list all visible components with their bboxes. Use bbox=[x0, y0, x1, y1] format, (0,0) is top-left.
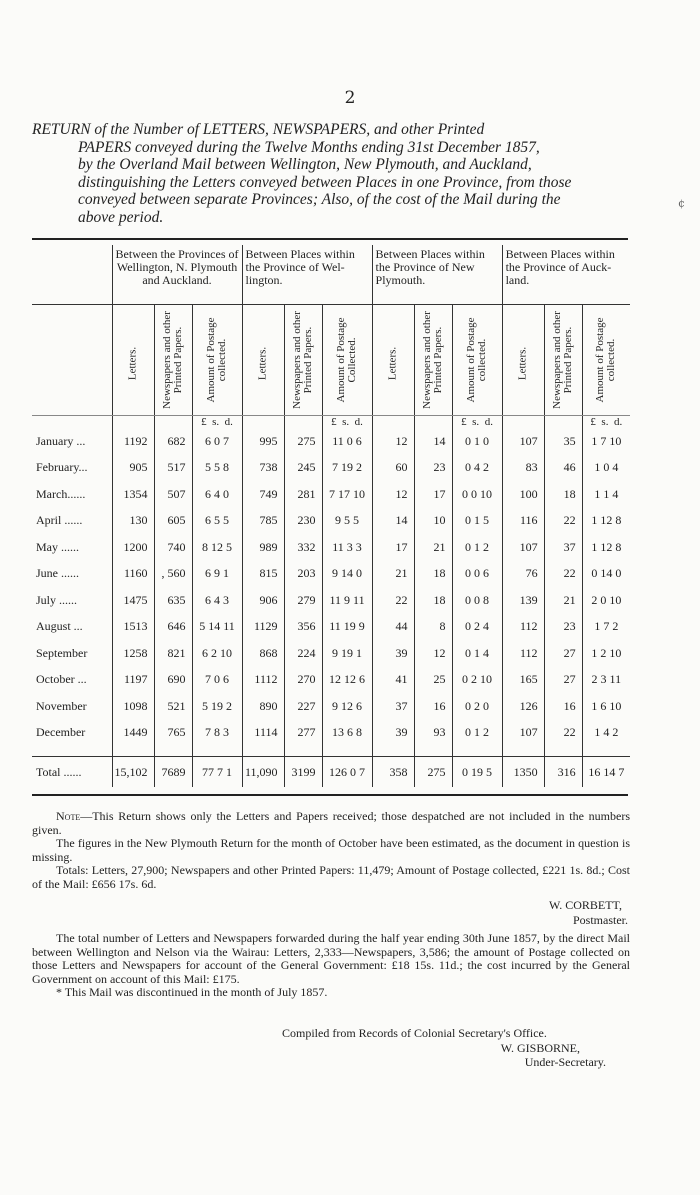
letters-cell: 1197 bbox=[112, 667, 154, 694]
newspapers-cell: 521 bbox=[154, 693, 192, 720]
postage-cell: 7 19 2 bbox=[322, 455, 372, 482]
letters-cell: 1129 bbox=[242, 614, 284, 641]
letters-cell: 815 bbox=[242, 561, 284, 588]
newspapers-cell: 18 bbox=[544, 481, 582, 508]
newspapers-cell: 279 bbox=[284, 587, 322, 614]
month: June ...... bbox=[36, 566, 79, 581]
postage-cell: 11 9 11 bbox=[322, 587, 372, 614]
blank-corner bbox=[32, 245, 112, 305]
letters-cell: 1192 bbox=[112, 428, 154, 455]
table-row bbox=[32, 428, 630, 455]
units-lsd: £ s. d. bbox=[452, 416, 502, 429]
letters-cell: 905 bbox=[112, 455, 154, 482]
note-1: Note—This Return shows only the Letters and Papers received; those despatched are not included in the numbers given. bbox=[32, 809, 630, 837]
letters-cell: 1354 bbox=[112, 481, 154, 508]
postage-cell: 7 17 10 bbox=[322, 481, 372, 508]
newspapers-cell: 224 bbox=[284, 640, 322, 667]
newspapers-cell: 332 bbox=[284, 534, 322, 561]
table-row bbox=[32, 508, 630, 535]
letters-cell: 1200 bbox=[112, 534, 154, 561]
newspapers-cell: 14 bbox=[414, 428, 452, 455]
newspapers-cell: 682 bbox=[154, 428, 192, 455]
postage-cell: 6 4 0 bbox=[192, 481, 242, 508]
postage-cell: 0 1 5 bbox=[452, 508, 502, 535]
newspapers-cell: 740 bbox=[154, 534, 192, 561]
return-table bbox=[32, 245, 630, 787]
wairau-paragraph bbox=[32, 932, 630, 1000]
postage-cell: 6 4 3 bbox=[192, 587, 242, 614]
letters-cell: 868 bbox=[242, 640, 284, 667]
units-lsd: £ s. d. bbox=[582, 416, 630, 429]
table-row bbox=[32, 561, 630, 588]
compiled-from: Compiled from Records of Colonial Secretary's Office. bbox=[282, 1026, 547, 1040]
group-heading-4: Between Places within the Province of Auck- land. bbox=[502, 245, 630, 305]
newspapers-cell: 646 bbox=[154, 614, 192, 641]
month: March...... bbox=[36, 486, 86, 501]
newspapers-cell: 23 bbox=[414, 455, 452, 482]
letters-cell: 989 bbox=[242, 534, 284, 561]
letters-cell: 37 bbox=[372, 693, 414, 720]
newspapers-cell: 605 bbox=[154, 508, 192, 535]
postage-cell: 1 2 10 bbox=[582, 640, 630, 667]
postage-cell: 7 8 3 bbox=[192, 720, 242, 747]
newspapers-cell: 10 bbox=[414, 508, 452, 535]
title-line-1: RETURN of the Number of LETTERS, NEWSPAPERS, and other Printed bbox=[32, 121, 485, 138]
postage-cell: 1 7 2 bbox=[582, 614, 630, 641]
month: July ...... bbox=[36, 592, 78, 607]
newspapers-cell: 245 bbox=[284, 455, 322, 482]
letters-cell: 107 bbox=[502, 720, 544, 747]
postage-cell: 0 2 4 bbox=[452, 614, 502, 641]
letters-cell: 107 bbox=[502, 534, 544, 561]
table-body bbox=[32, 428, 630, 746]
month: April ...... bbox=[36, 513, 83, 528]
table-row bbox=[32, 614, 630, 641]
col-newspapers: Newspapers and other Printed Papers. bbox=[284, 305, 322, 416]
letters-cell: 83 bbox=[502, 455, 544, 482]
month: May ...... bbox=[36, 539, 79, 554]
table-row bbox=[32, 693, 630, 720]
units-row bbox=[32, 416, 630, 429]
letters-cell: 112 bbox=[502, 614, 544, 641]
letters-cell: 76 bbox=[502, 561, 544, 588]
letters-cell: 60 bbox=[372, 455, 414, 482]
postage-cell: 0 4 2 bbox=[452, 455, 502, 482]
col-newspapers: Newspapers and other Printed Papers. bbox=[414, 305, 452, 416]
letters-cell: 39 bbox=[372, 720, 414, 747]
newspapers-cell: 21 bbox=[414, 534, 452, 561]
letters-cell: 785 bbox=[242, 508, 284, 535]
newspapers-cell: , 560 bbox=[154, 561, 192, 588]
postage-cell: 11 3 3 bbox=[322, 534, 372, 561]
letters-cell: 12 bbox=[372, 481, 414, 508]
month: September bbox=[36, 645, 88, 660]
newspapers-cell: 635 bbox=[154, 587, 192, 614]
letters-cell: 1513 bbox=[112, 614, 154, 641]
letters-cell: 890 bbox=[242, 693, 284, 720]
postage-cell: 1 4 2 bbox=[582, 720, 630, 747]
table-row bbox=[32, 534, 630, 561]
newspapers-cell: 21 bbox=[544, 587, 582, 614]
postage-cell: 0 2 10 bbox=[452, 667, 502, 694]
notes bbox=[32, 810, 630, 891]
note-2: The figures in the New Plymouth Return for the month of October have been estimated, as the document in question is missing. bbox=[32, 836, 630, 864]
newspapers-cell: 821 bbox=[154, 640, 192, 667]
units-lsd: £ s. d. bbox=[322, 416, 372, 429]
newspapers-cell: 27 bbox=[544, 667, 582, 694]
postage-cell: 13 6 8 bbox=[322, 720, 372, 747]
newspapers-cell: 23 bbox=[544, 614, 582, 641]
col-letters: Letters. bbox=[242, 305, 284, 416]
margin-mark: ¢ bbox=[678, 197, 685, 210]
postage-cell: 1 12 8 bbox=[582, 508, 630, 535]
newspapers-cell: 37 bbox=[544, 534, 582, 561]
postage-cell: 0 0 6 bbox=[452, 561, 502, 588]
postage-cell: 9 19 1 bbox=[322, 640, 372, 667]
newspapers-cell: 230 bbox=[284, 508, 322, 535]
postage-cell: 7 0 6 bbox=[192, 667, 242, 694]
letters-cell: 17 bbox=[372, 534, 414, 561]
table-row bbox=[32, 455, 630, 482]
letters-cell: 749 bbox=[242, 481, 284, 508]
title-line-3: by the Overland Mail between Wellington, New Plymouth, and Auckland, bbox=[78, 156, 532, 173]
month: August ... bbox=[36, 619, 83, 634]
letters-cell: 1258 bbox=[112, 640, 154, 667]
postage-cell: 0 1 2 bbox=[452, 534, 502, 561]
bottom-rule bbox=[32, 794, 628, 796]
letters-cell: 1160 bbox=[112, 561, 154, 588]
title-line-2: PAPERS conveyed during the Twelve Months ending 31st December 1857, bbox=[78, 138, 540, 156]
newspapers-cell: 281 bbox=[284, 481, 322, 508]
table-row bbox=[32, 667, 630, 694]
postage-cell: 2 0 10 bbox=[582, 587, 630, 614]
newspapers-cell: 22 bbox=[544, 720, 582, 747]
postage-cell: 1 12 8 bbox=[582, 534, 630, 561]
letters-cell: 130 bbox=[112, 508, 154, 535]
newspapers-cell: 22 bbox=[544, 561, 582, 588]
postage-cell: 0 0 8 bbox=[452, 587, 502, 614]
col-newspapers: Newspapers and other Printed Papers. bbox=[544, 305, 582, 416]
letters-cell: 21 bbox=[372, 561, 414, 588]
letters-cell: 165 bbox=[502, 667, 544, 694]
month-column-header bbox=[32, 305, 112, 416]
top-rule bbox=[32, 238, 628, 240]
postage-cell: 0 1 2 bbox=[452, 720, 502, 747]
newspapers-cell: 17 bbox=[414, 481, 452, 508]
newspapers-cell: 765 bbox=[154, 720, 192, 747]
table-row bbox=[32, 720, 630, 747]
table-row bbox=[32, 640, 630, 667]
postage-cell: 0 2 0 bbox=[452, 693, 502, 720]
letters-cell: 1098 bbox=[112, 693, 154, 720]
col-postage: Amount of Postage collected. bbox=[582, 305, 630, 416]
postage-cell: 9 5 5 bbox=[322, 508, 372, 535]
letters-cell: 139 bbox=[502, 587, 544, 614]
letters-cell: 126 bbox=[502, 693, 544, 720]
postmaster-name: W. CORBETT, bbox=[548, 898, 622, 912]
postage-cell: 8 12 5 bbox=[192, 534, 242, 561]
col-postage: Amount of Postage Collected. bbox=[322, 305, 372, 416]
postage-cell: 6 0 7 bbox=[192, 428, 242, 455]
table-row bbox=[32, 587, 630, 614]
postage-cell: 9 14 0 bbox=[322, 561, 372, 588]
under-secretary-signature bbox=[0, 1041, 606, 1069]
col-postage: Amount of Postage collected. bbox=[192, 305, 242, 416]
postage-cell: 1 0 4 bbox=[582, 455, 630, 482]
letters-cell: 22 bbox=[372, 587, 414, 614]
newspapers-cell: 16 bbox=[544, 693, 582, 720]
postage-cell: 5 5 8 bbox=[192, 455, 242, 482]
newspapers-cell: 35 bbox=[544, 428, 582, 455]
group-heading-2: Between Places within the Province of Wel- lington. bbox=[242, 245, 372, 305]
newspapers-cell: 46 bbox=[544, 455, 582, 482]
postage-cell: 1 1 4 bbox=[582, 481, 630, 508]
under-secretary-name: W. GISBORNE, bbox=[500, 1041, 580, 1055]
newspapers-cell: 227 bbox=[284, 693, 322, 720]
col-letters: Letters. bbox=[372, 305, 414, 416]
total-row: Total ...... 15,102 7689 77 7 1 11,090 3199 126 0 7 358 275 0 19 5 1350 316 16 14 7 bbox=[32, 757, 630, 788]
units-lsd: £ s. d. bbox=[192, 416, 242, 429]
letters-cell: 112 bbox=[502, 640, 544, 667]
newspapers-cell: 93 bbox=[414, 720, 452, 747]
postage-cell: 0 14 0 bbox=[582, 561, 630, 588]
postmaster-title: Postmaster. bbox=[572, 913, 628, 927]
postage-cell: 1 7 10 bbox=[582, 428, 630, 455]
newspapers-cell: 27 bbox=[544, 640, 582, 667]
newspapers-cell: 25 bbox=[414, 667, 452, 694]
postage-cell: 6 9 1 bbox=[192, 561, 242, 588]
letters-cell: 116 bbox=[502, 508, 544, 535]
group-header-row bbox=[32, 245, 630, 305]
document-title bbox=[32, 121, 628, 226]
month: January ... bbox=[36, 433, 86, 448]
letters-cell: 995 bbox=[242, 428, 284, 455]
newspapers-cell: 690 bbox=[154, 667, 192, 694]
wairau-text: The total number of Letters and Newspapers forwarded during the half year ending 30th June 1857, by the direct Mail between Wellington and Nelson via the Wairau: Letters, 2,333—Newspapers, 3,586; the amount of Postage collected on those Letters and Newspapers for account of the General Government: £18 15s. 11d.; the cost incurred by the General Government on account of this Mail: £175. bbox=[32, 931, 630, 986]
letters-cell: 1112 bbox=[242, 667, 284, 694]
postage-cell: 0 0 10 bbox=[452, 481, 502, 508]
title-line-6: above period. bbox=[78, 208, 164, 226]
postage-cell: 5 14 11 bbox=[192, 614, 242, 641]
letters-cell: 44 bbox=[372, 614, 414, 641]
newspapers-cell: 517 bbox=[154, 455, 192, 482]
col-letters: Letters. bbox=[502, 305, 544, 416]
postmaster-signature bbox=[0, 898, 628, 928]
col-newspapers: Newspapers and other Printed Papers. bbox=[154, 305, 192, 416]
title-line-5: conveyed between separate Provinces; Also, of the cost of the Mail during the bbox=[78, 191, 561, 208]
letters-cell: 738 bbox=[242, 455, 284, 482]
letters-cell: 1449 bbox=[112, 720, 154, 747]
letters-cell: 1114 bbox=[242, 720, 284, 747]
postage-cell: 9 12 6 bbox=[322, 693, 372, 720]
postage-cell: 1 6 10 bbox=[582, 693, 630, 720]
postage-cell: 2 3 11 bbox=[582, 667, 630, 694]
letters-cell: 1475 bbox=[112, 587, 154, 614]
postage-cell: 5 19 2 bbox=[192, 693, 242, 720]
newspapers-cell: 356 bbox=[284, 614, 322, 641]
page-number: 2 bbox=[344, 88, 356, 108]
newspapers-cell: 22 bbox=[544, 508, 582, 535]
newspapers-cell: 277 bbox=[284, 720, 322, 747]
postage-cell: 6 5 5 bbox=[192, 508, 242, 535]
col-postage: Amount of Postage collected. bbox=[452, 305, 502, 416]
letters-cell: 100 bbox=[502, 481, 544, 508]
group-heading-1: Between the Provinces of Wellington, N. Plymouth and Auckland. bbox=[112, 245, 242, 305]
footnote: * This Mail was discontinued in the month of July 1857. bbox=[56, 985, 328, 999]
postage-cell: 0 1 0 bbox=[452, 428, 502, 455]
total-label: Total ...... bbox=[32, 757, 112, 788]
postage-cell: 11 19 9 bbox=[322, 614, 372, 641]
table-row bbox=[32, 481, 630, 508]
newspapers-cell: 203 bbox=[284, 561, 322, 588]
postage-cell: 12 12 6 bbox=[322, 667, 372, 694]
under-secretary-title: Under-Secretary. bbox=[524, 1055, 606, 1069]
postage-cell: 0 1 4 bbox=[452, 640, 502, 667]
newspapers-cell: 16 bbox=[414, 693, 452, 720]
month: December bbox=[36, 725, 86, 740]
newspapers-cell: 18 bbox=[414, 587, 452, 614]
newspapers-cell: 270 bbox=[284, 667, 322, 694]
note-totals: Totals: Letters, 27,900; Newspapers and other Printed Papers: 11,479; Amount of Postage collected, £221 1s. 8d.; Cost of the Mail: £656 17s. 6d. bbox=[32, 863, 630, 891]
letters-cell: 41 bbox=[372, 667, 414, 694]
newspapers-cell: 18 bbox=[414, 561, 452, 588]
group-heading-3: Between Places within the Province of New Plymouth. bbox=[372, 245, 502, 305]
postage-cell: 11 0 6 bbox=[322, 428, 372, 455]
month: February... bbox=[36, 460, 88, 475]
title-line-4: distinguishing the Letters conveyed between Places in one Province, from those bbox=[78, 173, 572, 191]
letters-cell: 107 bbox=[502, 428, 544, 455]
newspapers-cell: 8 bbox=[414, 614, 452, 641]
newspapers-cell: 507 bbox=[154, 481, 192, 508]
postage-cell: 6 2 10 bbox=[192, 640, 242, 667]
letters-cell: 39 bbox=[372, 640, 414, 667]
letters-cell: 906 bbox=[242, 587, 284, 614]
column-header-row bbox=[32, 305, 630, 416]
month: November bbox=[36, 698, 87, 713]
newspapers-cell: 12 bbox=[414, 640, 452, 667]
letters-cell: 14 bbox=[372, 508, 414, 535]
letters-cell: 12 bbox=[372, 428, 414, 455]
col-letters: Letters. bbox=[112, 305, 154, 416]
month: October ... bbox=[36, 672, 87, 687]
newspapers-cell: 275 bbox=[284, 428, 322, 455]
